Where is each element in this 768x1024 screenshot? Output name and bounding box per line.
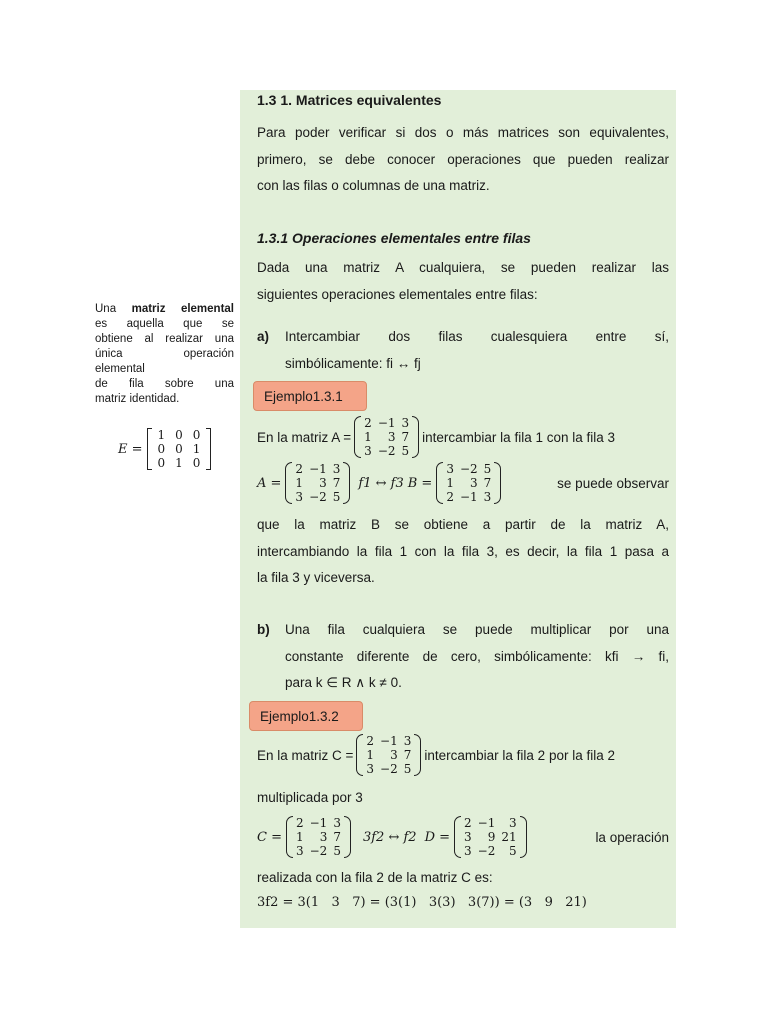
conclusion-line: que la matriz B se obtiene a partir de la matriz A, (257, 517, 669, 532)
matrix-A: 2 −1 3 1 3 7 3 −2 5 (354, 416, 419, 458)
subsection-intro (257, 255, 669, 308)
matrix-A-repeat: 2 −1 3 1 3 7 3 −2 5 (285, 462, 350, 504)
section-title: 1.3 1. Matrices equivalentes (257, 92, 442, 108)
definition-line: única operación (95, 348, 234, 360)
example-1-after: se puede observar (557, 475, 669, 491)
equation-C-label: C = (257, 829, 282, 845)
example-2-button[interactable]: Ejemplo1.3.2 (249, 701, 363, 731)
example-2-equation (257, 816, 669, 858)
intro-line: primero, se debe conocer operaciones que pueden realizar (257, 151, 669, 167)
definition-line: matriz identidad. (95, 393, 180, 405)
definition-line: elemental (95, 363, 145, 375)
example-1-prefix: En la matriz A = (257, 429, 352, 445)
example-2-statement (257, 734, 669, 776)
operation-b (257, 617, 669, 697)
example-1-conclusion (257, 512, 669, 592)
section-intro (257, 120, 669, 200)
equation-B-label: B = (407, 475, 433, 491)
sidebar-definition (95, 302, 234, 407)
example-1-statement (257, 416, 669, 458)
definition-term: matriz elemental (131, 303, 234, 315)
definition-prefix: Una (95, 303, 117, 315)
operation-a (257, 324, 669, 377)
example-label: E = (118, 441, 143, 457)
equation-A-label: A = (257, 475, 282, 491)
example-2-line: realizada con la fila 2 de la matriz C es: (257, 870, 493, 885)
operation-b-line: constante diferente de cero, simbólicamente: kfi → fi, (285, 648, 669, 664)
intro-line: Para poder verificar si dos o más matrices son equivalentes, (257, 125, 669, 140)
example-2-suffix: intercambiar la fila 2 por la fila 2 (424, 747, 615, 763)
definition-line: es aquella que se (95, 318, 234, 330)
row-swap-operation: f1 ↔ f3 (358, 475, 404, 491)
equation-D-label: D = (424, 829, 451, 845)
matrix-C-repeat: 2 −1 3 1 3 7 3 −2 5 (286, 816, 351, 858)
matrix-D: 2 −1 3 3 9 21 3 −2 5 (454, 816, 527, 858)
conclusion-line: intercambiando la fila 1 con la fila 3, es decir, la fila 1 pasa a (257, 543, 669, 559)
sidebar-example (118, 428, 212, 470)
matrix-B: 3 −2 5 1 3 7 2 −1 3 (436, 462, 501, 504)
definition-line: obtiene al realizar una (95, 333, 234, 345)
example-1-button[interactable]: Ejemplo1.3.1 (253, 381, 367, 411)
definition-line: de fila sobre una (95, 378, 234, 390)
conclusion-line: la fila 3 y viceversa. (257, 570, 375, 585)
subsection-title: 1.3.1 Operaciones elementales entre filas (257, 230, 531, 246)
row-scale-operation: 3f2 ↔ f2 (362, 829, 417, 845)
example-1-equation (257, 462, 669, 504)
intro-line: siguientes operaciones elementales entre filas: (257, 286, 538, 302)
operation-b-line: para k ∈ R ∧ k ≠ 0. (285, 675, 402, 690)
example-1-suffix: intercambiar la fila 1 con la fila 3 (422, 429, 615, 445)
operation-b-label: b) (257, 622, 270, 637)
intro-line: Dada una matriz A cualquiera, se pueden realizar las (257, 260, 669, 275)
operation-b-line: Una fila cualquiera se puede multiplicar por una (285, 622, 669, 637)
operation-a-line: simbólicamente: fi ↔ fj (285, 355, 421, 371)
example-2-line: multiplicada por 3 (257, 790, 363, 805)
example-2-formula: 3f2 = 3(1 3 7) = (3(1) 3(3) 3(7)) = (3 9 21) (257, 895, 587, 910)
operation-a-label: a) (257, 329, 270, 344)
example-2-prefix: En la matriz C = (257, 747, 354, 763)
example-2-after: la operación (595, 829, 669, 845)
elementary-matrix: 1 0 0 0 0 1 0 1 0 (146, 428, 213, 470)
intro-line: con las filas o columnas de una matriz. (257, 178, 490, 193)
operation-a-line: Intercambiar dos filas cualesquiera entre sí, (285, 329, 669, 344)
matrix-C: 2 −1 3 1 3 7 3 −2 5 (356, 734, 421, 776)
